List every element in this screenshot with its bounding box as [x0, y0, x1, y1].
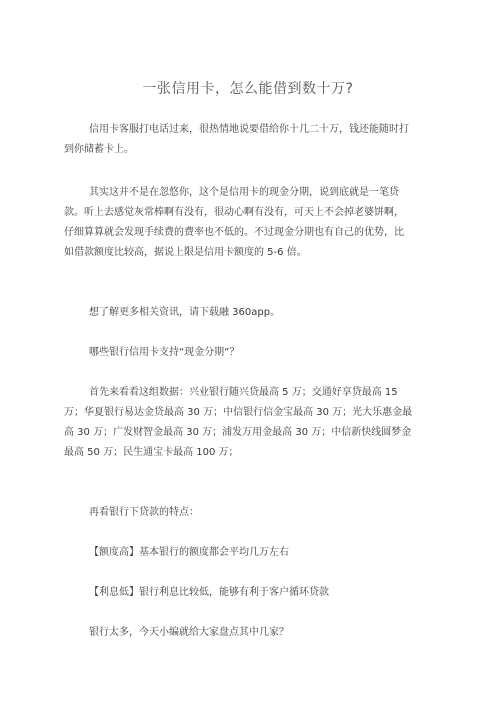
paragraph-line: 哪些银行信用卡支持“现金分期”？: [89, 347, 240, 358]
paragraph-features-intro: [64, 503, 436, 523]
paragraph-line: 高 30 万；广发财智金最高 30 万；浦发万用金最高 30 万；中信新快线圆梦金: [64, 427, 412, 438]
paragraph-line: 其实这并不是在忽悠你，这个是信用卡的现金分期，说到底就是一笔贷: [89, 187, 399, 198]
paragraph-line: 仔细算算就会发现手续费的费率也不低的。不过现金分期也有自己的优势，比: [64, 227, 404, 238]
paragraph-line: 想了解更多相关资讯，请下载融 360app。: [89, 307, 281, 318]
paragraph-promo: [64, 303, 436, 323]
paragraph-line: 到你储蓄卡上。: [64, 144, 134, 155]
document-title: 一张信用卡，怎么能借到数十万?: [142, 81, 354, 97]
paragraph-line: 最高 50 万；民生通宝卡最高 100 万；: [64, 447, 239, 458]
paragraph-line: 如借款额度比较高，据说上限是信用卡额度的 5-6 倍。: [64, 247, 307, 258]
paragraph-bank-data: [64, 383, 436, 463]
paragraph-line: 【利息低】银行利息比较低，能够有利于客户循环贷款: [89, 587, 329, 598]
paragraph-explanation: [64, 183, 436, 263]
paragraph-line: 万；华夏银行易达金贷最高 30 万；中信银行信金宝最高 30 万；光大乐惠金最: [64, 407, 413, 418]
paragraph-feature-amount: [64, 543, 436, 563]
paragraph-line: 再看银行下贷款的特点：: [89, 507, 199, 518]
paragraph-line: 首先来看看这组数据：兴业银行随兴贷最高 5 万；交通好享贷最高 15: [89, 387, 398, 398]
paragraph-line: 银行太多，今天小编就给大家盘点其中几家？: [89, 627, 289, 638]
paragraph-line: 款。听上去感觉灰常棒啊有没有，很动心啊有没有，可天上不会掉老婆饼啊，: [64, 207, 404, 218]
paragraph-intro: [64, 120, 436, 160]
paragraph-closing: [64, 623, 436, 643]
paragraph-line: 【额度高】基本银行的额度都会平均几万左右: [89, 547, 289, 558]
paragraph-feature-interest: [64, 583, 436, 603]
paragraph-line: 信用卡客服打电话过来，很热情地说要借给你十几二十万，钱还能随时打: [89, 124, 409, 135]
paragraph-question: [64, 343, 436, 363]
